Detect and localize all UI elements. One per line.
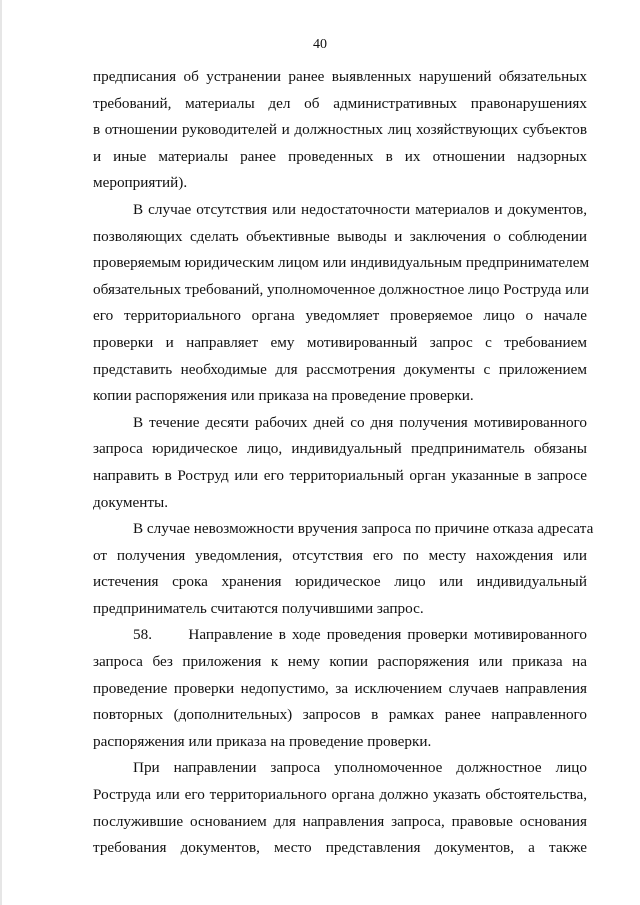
text-line: требования документов, место представления документов, а также xyxy=(93,839,587,857)
text-line: В течение десяти рабочих дней со дня получения мотивированного xyxy=(133,413,587,431)
text-line: копии распоряжения или приказа на проведение проверки. xyxy=(93,387,474,405)
paragraph-6 xyxy=(93,755,587,861)
text-line: повторных (дополнительных) запросов в рамках ранее направленного xyxy=(93,706,587,724)
text-line: требований, материалы дел об административных правонарушениях xyxy=(93,94,587,112)
text-line: его территориального органа уведомляет проверяемое лицо о начале xyxy=(93,307,587,325)
text-line: проведение проверки недопустимо, за исключением случаев направления xyxy=(93,679,587,697)
text-line: проверки и направляет ему мотивированный запрос с требованием xyxy=(93,333,587,351)
text-line: 58. Направление в ходе проведения проверки мотивированного xyxy=(133,626,587,644)
text-line: и иные материалы ранее проведенных в их отношении надзорных xyxy=(93,147,587,165)
text-line: мероприятий). xyxy=(93,174,188,192)
text-line: направить в Роструд или его территориальный орган указанные в запросе xyxy=(93,466,587,484)
text-line: документы. xyxy=(93,493,168,511)
scan-edge xyxy=(0,0,2,905)
text-line: Роструда или его территориального органа должно указать обстоятельства, xyxy=(93,786,587,804)
text-line: предписания об устранении ранее выявленных нарушений обязательных xyxy=(93,68,587,85)
text-line: При направлении запроса уполномоченное должностное лицо xyxy=(133,759,587,777)
text-line: в отношении руководителей и должностных лиц хозяйствующих субъектов xyxy=(93,121,587,139)
paragraph-4 xyxy=(93,516,594,622)
text-line: позволяющих сделать объективные выводы и заключения о соблюдении xyxy=(93,227,587,245)
text-line: В случае невозможности вручения запроса по причине отказа адресата xyxy=(133,520,594,538)
text-line: запроса без приложения к нему копии распоряжения или приказа на xyxy=(93,653,587,671)
text-line: проверяемым юридическим лицом или индивидуальным предпринимателем xyxy=(93,254,590,272)
text-line: от получения уведомления, отсутствия его по месту нахождения или xyxy=(93,546,587,564)
paragraph-1 xyxy=(93,64,587,197)
paragraph-3 xyxy=(93,410,587,516)
text-line: послужившие основанием для направления запроса, правовые основания xyxy=(93,812,587,830)
paragraph-2 xyxy=(93,197,590,410)
text-line: обязательных требований, уполномоченное должностное лицо Роструда или xyxy=(93,280,590,298)
text-line: В случае отсутствия или недостаточности материалов и документов, xyxy=(133,200,587,218)
text-line: представить необходимые для рассмотрения документы с приложением xyxy=(93,360,587,378)
paragraph-5 xyxy=(93,622,587,755)
text-line: истечения срока хранения юридическое лицо или индивидуальный xyxy=(93,573,587,591)
document-body xyxy=(93,64,594,862)
page-number: 40 xyxy=(313,37,327,52)
text-line: распоряжения или приказа на проведение проверки. xyxy=(93,732,432,750)
text-line: запроса юридическое лицо, индивидуальный предприниматель обязаны xyxy=(93,440,587,458)
text-line: предприниматель считаются получившими запрос. xyxy=(93,599,424,617)
